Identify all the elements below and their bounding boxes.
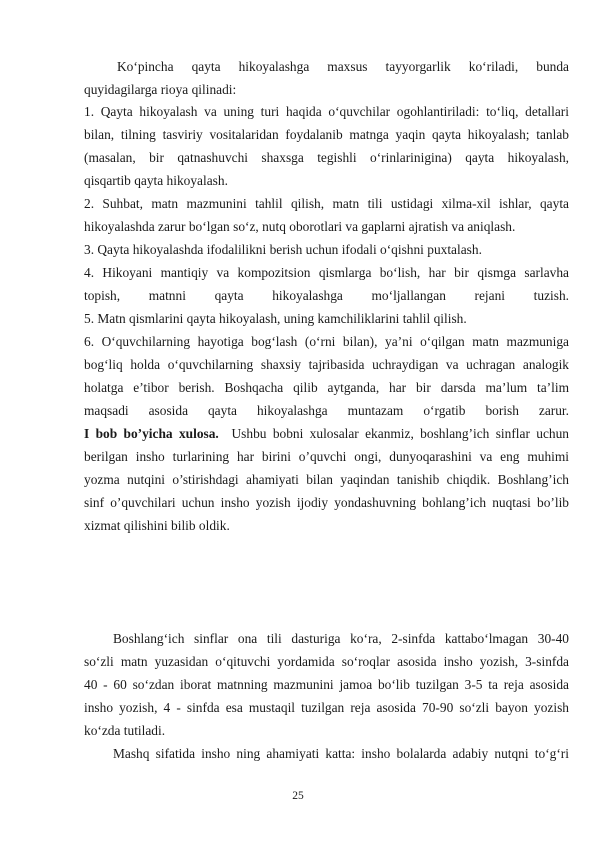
text-line: bog‘liq holda o‘quvchilarning shaxsiy tajribasida uchraydigan va uchragan analogik [84,357,569,372]
text-line: qisqartib qayta hikoyalash. [84,173,228,188]
text-line: insho yozish, 4 - sinfda esa mustaqil tuzilgan reja asosida 70-90 so‘zli bayon yozish [84,700,569,715]
text-line: 1. Qayta hikoyalash va uning turi haqida o‘quvchilar ogohlantiriladi: to‘liq, detallari [84,104,569,119]
text-line: quyidagilarga rioya qilinadi: [84,82,237,97]
text-line: maqsadi asosida qayta hikoyalashga muntazam o‘rgatib borish zarur. [84,403,569,418]
text-line: bilan, tilning tasviriy vositalaridan foydalanib matnga yaqin qayta hikoyalash; tanlab [84,127,569,142]
text-line: topish, matnni qayta hikoyalashga mo‘ljallangan rejani tuzish. [84,288,569,303]
text-line: (masalan, bir qatnashuvchi shaxsga tegishli o‘rinlarinigina) qayta hikoyalash, [84,150,569,165]
conclusion-heading: I bob bo’yicha xulosa. [84,426,219,441]
text-line: 6. O‘quvchilarning hayotiga bog‘lash (o‘rni bilan), ya’ni o‘qilgan matn mazmuniga [84,334,569,349]
text-line: xizmat qilishini bilib oldik. [84,518,230,533]
text-line: holatga e’tibor berish. Boshqacha qilib aytganda, har bir darsda ma’lum ta’lim [84,380,569,395]
text-line: 40 - 60 so‘zdan iborat matnning mazmunini jamoa bo‘lib tuzilgan 3-5 ta reja asosida [84,677,569,692]
text-line: hikoyalashda zarur bo‘lgan so‘z, nutq oborotlari va gaplarni ajratish va aniqlash. [84,219,516,234]
text-line: 2. Suhbat, matn mazmunini tahlil qilish, matn tili ustidagi xilma-xil ishlar, qayta [84,196,569,211]
text-line: 5. Matn qismlarini qayta hikoyalash, uning kamchiliklarini tahlil qilish. [84,311,467,326]
text-line-part: Ushbu bobni xulosalar ekanmiz, boshlang’ich sinflar uchun [231,426,569,441]
text-line: 3. Qayta hikoyalashda ifodalilikni berish uchun ifodali o‘qishni puxtalash. [84,242,482,257]
page-number: 25 [292,790,304,802]
text-line: ko‘zda tutiladi. [84,723,166,738]
text-line: berilgan insho turlarining har birini o’quvchi ongi, dunyoqarashini va eng muhimi [84,449,569,464]
text-line: yozma nutqini o’stirishdagi ahamiyati bilan yaqindan tanishib chiqdik. Boshlang’ich [84,472,569,487]
text-line: 4. Hikoyani mantiqiy va kompozitsion qismlarga bo‘lish, har bir qismga sarlavha [84,265,569,280]
text-line: Boshlang‘ich sinflar ona tili dasturiga ko‘ra, 2-sinfda kattabo‘lmagan 30-40 [113,631,569,646]
text-line: Mashq sifatida insho ning ahamiyati katta: insho bolalarda adabiy nutqni to‘g‘ri [113,746,569,761]
text-line: sinf o’quvchilari uchun insho yozish ijodiy yondashuvning bohlang’ich nuqtasi bo’lib [84,495,569,510]
text-line: so‘zli matn yuzasidan o‘qituvchi yordamida so‘roqlar asosida insho yozish, 3-sinfda [84,654,569,669]
text-line [84,423,569,445]
text-line: Ko‘pincha qayta hikoyalashga maxsus tayyorgarlik ko‘riladi, bunda [117,59,569,74]
